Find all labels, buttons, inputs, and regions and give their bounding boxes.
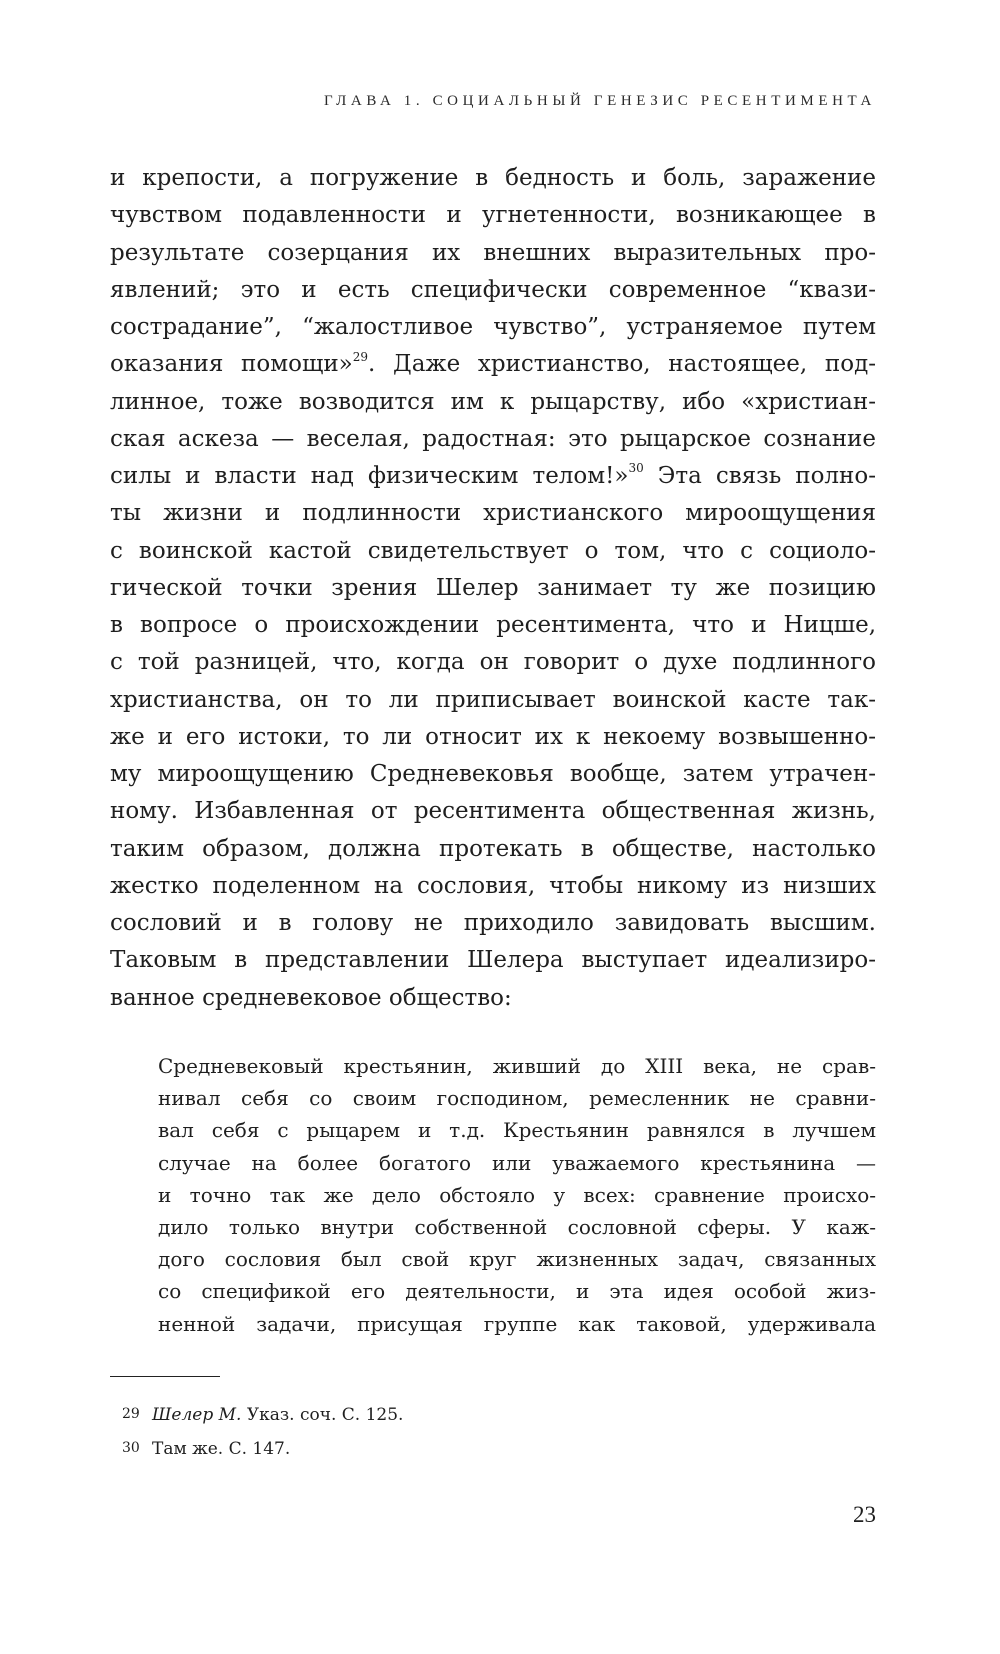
footnote-text: Указ. соч. С. 125. (241, 1405, 404, 1425)
footnote-divider (110, 1376, 220, 1377)
footnote-29 (122, 1398, 882, 1432)
quote-line: ненной задачи, присущая группе как таковой, удерживала (158, 1311, 876, 1336)
quote-line: со спецификой его деятельности, и эта идея особой жиз- (158, 1279, 876, 1304)
quote-line: случае на более богатого или уважаемого крестьянина — (158, 1150, 876, 1175)
quote-line: дого сословия был свой круг жизненных задач, связанных (158, 1247, 876, 1272)
running-head: ГЛАВА 1. СОЦИАЛЬНЫЙ ГЕНЕЗИС РЕСЕНТИМЕНТА (323, 93, 876, 109)
text-line: линное, тоже возводится им к рыцарству, ибо «христиан- (110, 388, 876, 415)
text-line: в вопросе о происхождении ресентимента, что и Ницше, (110, 612, 876, 638)
text-line: с воинской кастой свидетельствует о том, что с социоло- (110, 537, 876, 564)
quote-line: дило только внутри собственной сословной сферы. У каж- (158, 1214, 876, 1239)
text-line: христианства, он то ли приписывает воинской касте так- (110, 686, 876, 713)
footnote-ref-30[interactable]: 30 (628, 461, 644, 476)
text-line: сословий и в голову не приходило завидовать высшим. (110, 910, 876, 936)
footnotes (122, 1398, 882, 1466)
footnote-number: 30 (122, 1440, 140, 1456)
footnote-ref-29[interactable]: 29 (352, 349, 369, 364)
text-segment: силы и власти над физическим телом!» (110, 463, 629, 489)
quote-line: и точно так же дело обстояло у всех: сравнение происхо- (158, 1182, 876, 1207)
text-line: результате созерцания их внешних выразительных про- (110, 239, 876, 266)
text-line: Таковым в представлении Шелера выступает идеализиро- (110, 947, 876, 974)
text-line: жестко поделенном на сословия, чтобы никому из низших (110, 872, 876, 899)
quote-line: вал себя с рыцарем и т.д. Крестьянин равнялся в лучшем (158, 1118, 876, 1143)
text-line: ному. Избавленная от ресентимента общественная жизнь, (110, 798, 876, 825)
text-line: ты жизни и подлинности христианского мироощущения (110, 500, 876, 527)
text-line: с той разницей, что, когда он говорит о духе подлинного (110, 649, 876, 676)
text-segment: Эта связь полно- (643, 463, 876, 489)
text-line: му мироощущению Средневековья вообще, затем утрачен- (110, 761, 876, 787)
footnote-30 (122, 1432, 882, 1466)
text-line (110, 346, 876, 383)
text-line: чувством подавленности и угнетенности, возникающее в (110, 202, 876, 229)
text-line: ская аскеза — веселая, радостная: это рыцарское сознание (110, 425, 876, 452)
text-line: явлений; это и есть специфически современное “квази- (110, 276, 876, 303)
main-text (110, 160, 876, 1017)
text-line: и крепости, а погружение в бедность и боль, заражение (110, 165, 876, 191)
text-line: гической точки зрения Шелер занимает ту же позицию (110, 574, 876, 601)
page-number: 23 (853, 1502, 876, 1527)
text-segment: . Даже христианство, настоящее, под- (368, 351, 876, 378)
footnote-number: 29 (122, 1406, 140, 1422)
text-line: таким образом, должна протекать в обществе, настолько (110, 835, 876, 862)
text-line: же и его истоки, то ли относит их к некоему возвышенно- (110, 723, 876, 750)
footnote-text: Там же. С. 147. (152, 1439, 291, 1459)
footnote-author: Шелер М. (152, 1405, 242, 1425)
text-segment: оказания помощи» (110, 351, 353, 378)
text-line: сострадание”, “жалостливое чувство”, устраняемое путем (110, 314, 876, 340)
quote-line: Средневековый крестьянин, живший до XIII века, не срав- (158, 1054, 876, 1078)
text-line (110, 458, 876, 495)
block-quote (158, 1050, 876, 1340)
quote-line: нивал себя со своим господином, ремесленник не сравни- (158, 1086, 876, 1111)
text-line: ванное средневековое общество: (110, 984, 512, 1011)
